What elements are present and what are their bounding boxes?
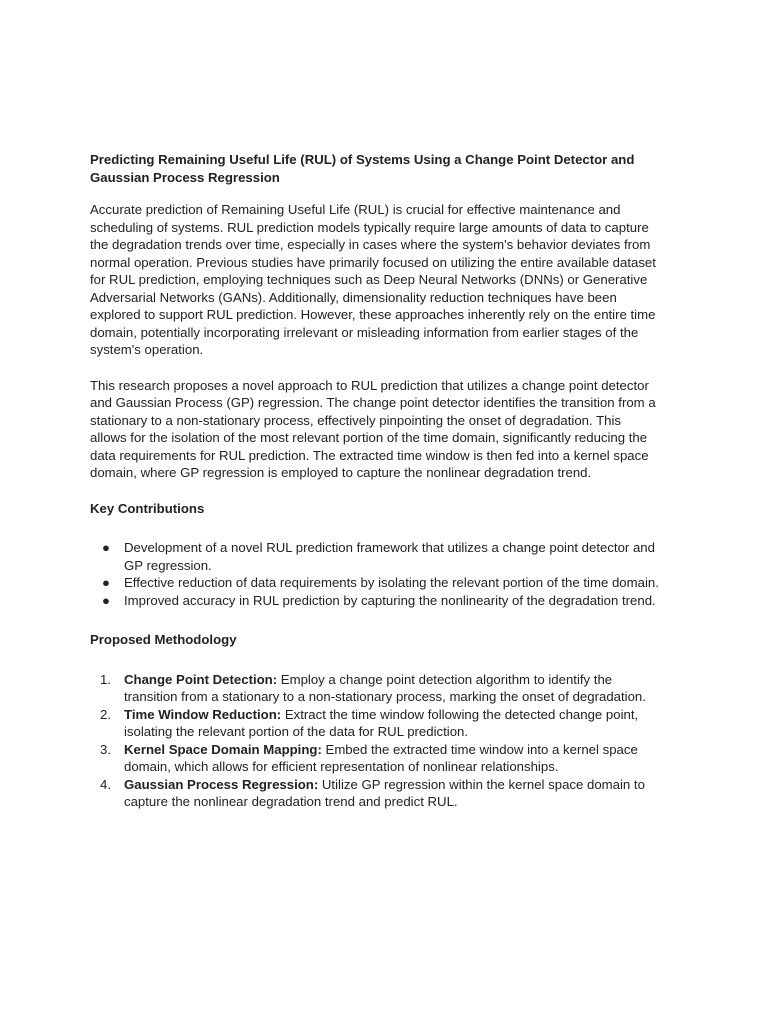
step-text: Embed the extracted time window into a kernel space domain, which allows for efficient representation of nonlinear relationships. (124, 741, 638, 774)
document-title: Predicting Remaining Useful Life (RUL) of Systems Using a Change Point Detector and Gaussian Process Regression (90, 152, 635, 185)
list-item-text: Effective reduction of data requirements by isolating the relevant portion of the time domain. (124, 575, 659, 590)
key-contributions-heading: Key Contributions (90, 500, 205, 516)
step-number: 1. (100, 671, 111, 687)
list-item-text: Improved accuracy in RUL prediction by capturing the nonlinearity of the degradation trend. (124, 592, 656, 608)
step-label: Change Point Detection: (124, 671, 278, 687)
list-item (90, 671, 660, 706)
bullet-icon: ● (102, 592, 110, 608)
bullet-icon: ● (102, 540, 110, 555)
list-item (90, 741, 660, 776)
step-number: 2. (100, 706, 111, 722)
step-text: Employ a change point detection algorithm to identify the transition from a stationary to a non-stationary process, marking the onset of degradation. (124, 671, 646, 704)
step-text: Extract the time window following the detected change point, isolating the relevant portion of the data for RUL prediction. (124, 706, 639, 739)
list-item (90, 706, 660, 741)
document-page (90, 151, 660, 811)
step-label: Time Window Reduction: (124, 706, 282, 722)
step-text: Utilize GP regression within the kernel space domain to capture the nonlinear degradation trend and predict RUL. (124, 776, 645, 809)
list-item-text: Development of a novel RUL prediction framework that utilizes a change point detector and GP regression. (124, 540, 655, 573)
step-number: 4. (100, 776, 111, 792)
methodology-list (90, 671, 660, 811)
intro-paragraph: Accurate prediction of Remaining Useful Life (RUL) is crucial for effective maintenance and scheduling of systems. RUL prediction models typically require large amounts of data to capture the degradation trends over time, especially in cases where the system's behavior deviates from normal operation. Previous studies have primarily focused on utilizing the entire available dataset for RUL prediction, employing techniques such as Deep Neural Networks (DNNs) or Generative Adversarial Networks (GANs). Additionally, dimensionality reduction techniques have been explored to support RUL prediction. However, these approaches inherently rely on the entire time domain, potentially incorporating irrelevant or misleading information from earlier stages of the system's operation. (90, 202, 656, 357)
step-number: 3. (100, 741, 111, 757)
proposal-paragraph: This research proposes a novel approach to RUL prediction that utilizes a change point detector and Gaussian Process (GP) regression. The change point detector identifies the transition from a stationary to a non-stationary process, effectively pinpointing the onset of degradation. This allows for the isolation of the most relevant portion of the time domain, significantly reducing the data requirements for RUL prediction. The extracted time window is then fed into a kernel space domain, where GP regression is employed to capture the nonlinear degradation trend. (90, 377, 656, 480)
list-item (90, 592, 660, 610)
bullet-icon: ● (102, 575, 110, 590)
list-item (90, 574, 660, 592)
step-label: Gaussian Process Regression: (124, 776, 319, 792)
step-label: Kernel Space Domain Mapping: (124, 741, 322, 757)
methodology-heading: Proposed Methodology (90, 632, 237, 647)
key-contributions-list (90, 539, 660, 609)
list-item (90, 776, 660, 811)
list-item (90, 539, 660, 574)
